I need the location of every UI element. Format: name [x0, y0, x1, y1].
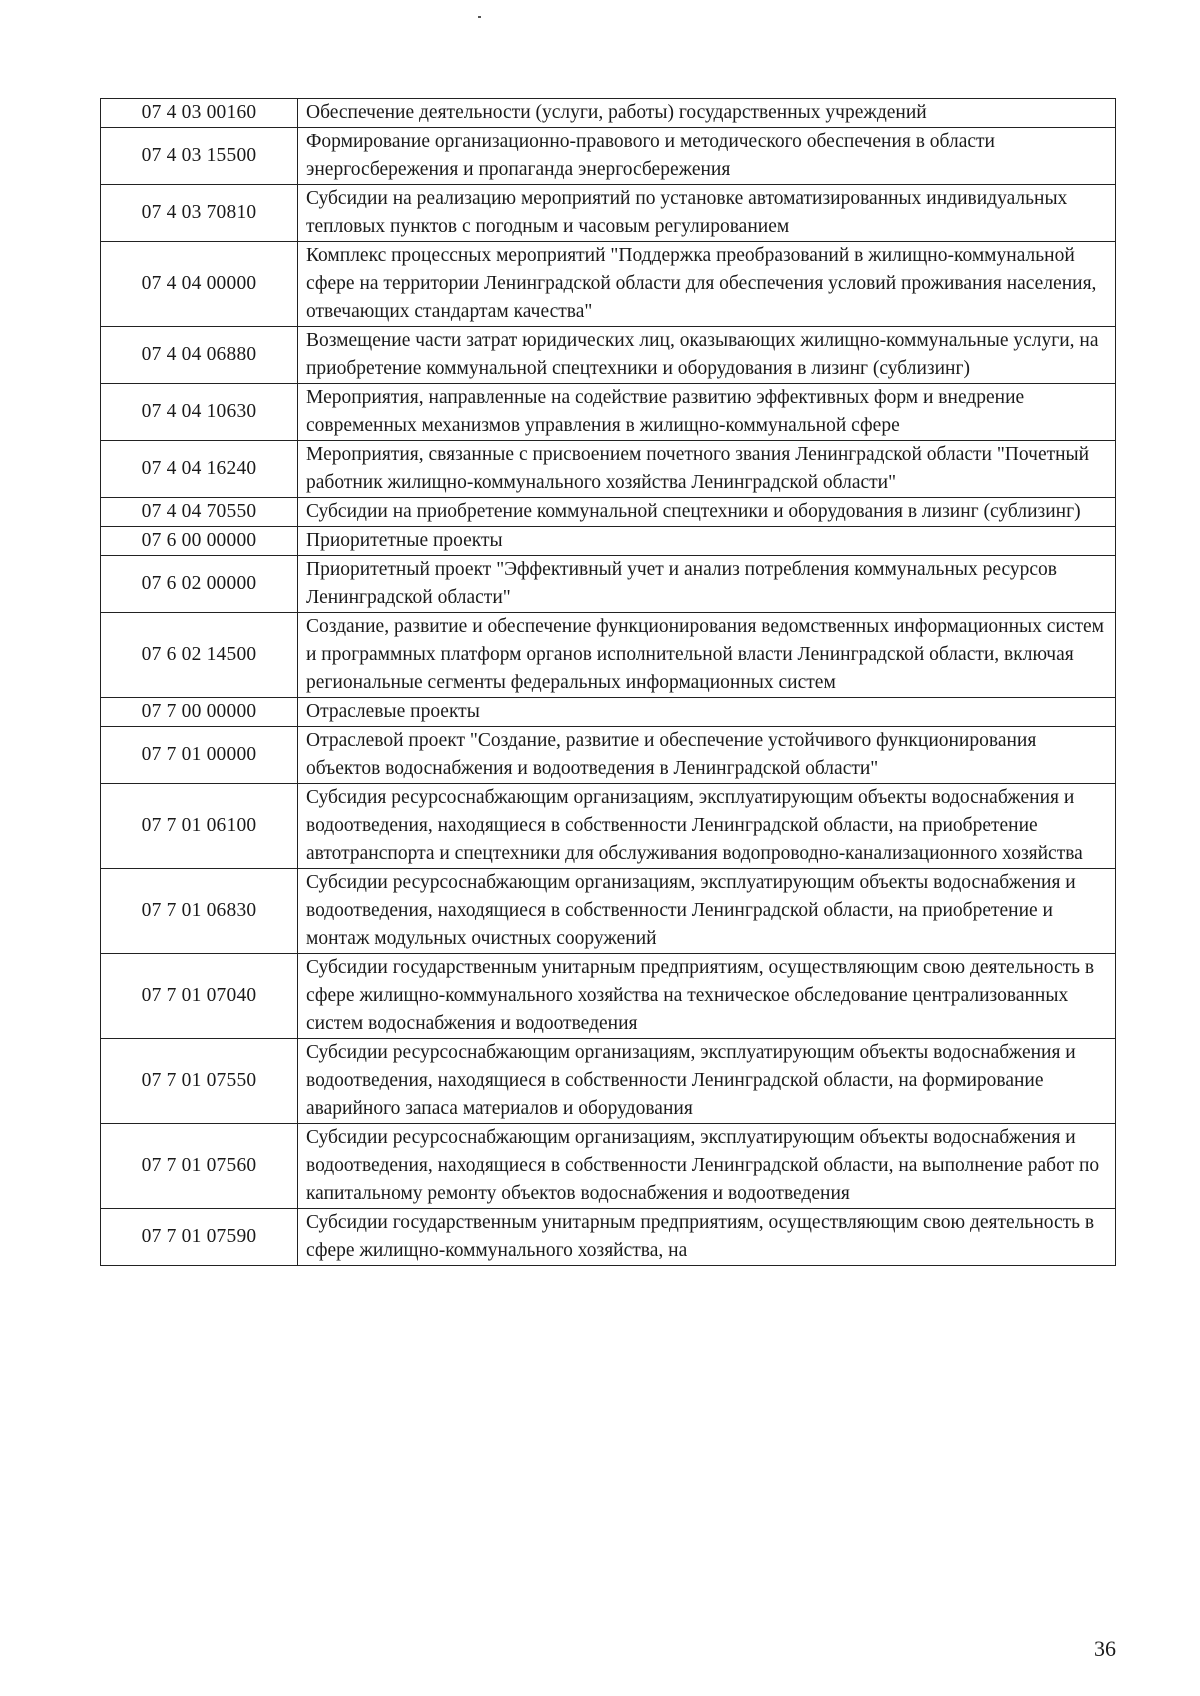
row-code: 07 4 03 00160 — [101, 99, 298, 128]
row-description: Мероприятия, связанные с присвоением почетного звания Ленинградской области "Почетный работник жилищно-коммунального хозяйства Ленинградской области" — [298, 441, 1116, 498]
row-description: Субсидии ресурсоснабжающим организациям, эксплуатирующим объекты водоснабжения и водоотведения, находящиеся в собственности Ленинградской области, на приобретение и монтаж модульных очистных сооружений — [298, 869, 1116, 954]
row-description: Субсидии ресурсоснабжающим организациям, эксплуатирующим объекты водоснабжения и водоотведения, находящиеся в собственности Ленинградской области, на выполнение работ по капитальному ремонту объектов водоснабжения и водоотведения — [298, 1124, 1116, 1209]
budget-code-table-container — [100, 98, 1116, 1266]
budget-code-table — [100, 98, 1116, 1266]
table-row — [101, 954, 1116, 1039]
row-code: 07 7 01 06100 — [101, 784, 298, 869]
table-row — [101, 99, 1116, 128]
row-description: Формирование организационно-правового и методического обеспечения в области энергосбережения и пропаганда энергосбережения — [298, 128, 1116, 185]
table-body — [101, 99, 1116, 1266]
row-description: Субсидии государственным унитарным предприятиям, осуществляющим свою деятельность в сфере жилищно-коммунального хозяйства, на — [298, 1209, 1116, 1266]
row-description: Возмещение части затрат юридических лиц, оказывающих жилищно-коммунальные услуги, на приобретение коммунальной спецтехники и оборудования в лизинг (сублизинг) — [298, 327, 1116, 384]
table-row — [101, 869, 1116, 954]
row-description: Субсидии государственным унитарным предприятиям, осуществляющим свою деятельность в сфере жилищно-коммунального хозяйства на техническое обследование централизованных систем водоснабжения и водоотведения — [298, 954, 1116, 1039]
row-code: 07 4 04 00000 — [101, 242, 298, 327]
table-row — [101, 498, 1116, 527]
row-code: 07 6 02 00000 — [101, 556, 298, 613]
row-description: Субсидии на реализацию мероприятий по установке автоматизированных индивидуальных тепловых пунктов с погодным и часовым регулированием — [298, 185, 1116, 242]
table-row — [101, 527, 1116, 556]
table-row — [101, 242, 1116, 327]
table-row — [101, 1124, 1116, 1209]
row-code: 07 7 01 07550 — [101, 1039, 298, 1124]
table-row — [101, 384, 1116, 441]
row-code: 07 4 04 06880 — [101, 327, 298, 384]
table-row — [101, 556, 1116, 613]
page-number: 36 — [1094, 1636, 1116, 1661]
row-code: 07 7 00 00000 — [101, 698, 298, 727]
row-code: 07 4 03 70810 — [101, 185, 298, 242]
row-description: Приоритетные проекты — [298, 527, 1116, 556]
table-row — [101, 441, 1116, 498]
row-code: 07 7 01 00000 — [101, 727, 298, 784]
row-code: 07 6 00 00000 — [101, 527, 298, 556]
table-row — [101, 1039, 1116, 1124]
row-description: Субсидия ресурсоснабжающим организациям, эксплуатирующим объекты водоснабжения и водоотведения, находящиеся в собственности Ленинградской области, на приобретение автотранспорта и спецтехники для обслуживания водопроводно-канализационного хозяйства — [298, 784, 1116, 869]
table-row — [101, 327, 1116, 384]
row-description: Создание, развитие и обеспечение функционирования ведомственных информационных систем и программных платформ органов исполнительной власти Ленинградской области, включая региональные сегменты федеральных информационных систем — [298, 613, 1116, 698]
row-code: 07 4 04 70550 — [101, 498, 298, 527]
table-row — [101, 698, 1116, 727]
row-code: 07 7 01 07560 — [101, 1124, 298, 1209]
row-code: 07 4 03 15500 — [101, 128, 298, 185]
row-code: 07 7 01 07040 — [101, 954, 298, 1039]
row-code: 07 7 01 06830 — [101, 869, 298, 954]
scan-speck — [478, 16, 481, 18]
row-code: 07 4 04 16240 — [101, 441, 298, 498]
table-row — [101, 128, 1116, 185]
row-description: Субсидии ресурсоснабжающим организациям, эксплуатирующим объекты водоснабжения и водоотведения, находящиеся в собственности Ленинградской области, на формирование аварийного запаса материалов и оборудования — [298, 1039, 1116, 1124]
table-row — [101, 727, 1116, 784]
row-description: Субсидии на приобретение коммунальной спецтехники и оборудования в лизинг (сублизинг) — [298, 498, 1116, 527]
row-description: Комплекс процессных мероприятий "Поддержка преобразований в жилищно-коммунальной сфере на территории Ленинградской области для обеспечения условий проживания населения, отвечающих стандартам качества" — [298, 242, 1116, 327]
table-row — [101, 1209, 1116, 1266]
row-description: Приоритетный проект "Эффективный учет и анализ потребления коммунальных ресурсов Ленинградской области" — [298, 556, 1116, 613]
table-row — [101, 784, 1116, 869]
row-description: Обеспечение деятельности (услуги, работы) государственных учреждений — [298, 99, 1116, 128]
row-description: Мероприятия, направленные на содействие развитию эффективных форм и внедрение современных механизмов управления в жилищно-коммунальной сфере — [298, 384, 1116, 441]
row-description: Отраслевой проект "Создание, развитие и обеспечение устойчивого функционирования объектов водоснабжения и водоотведения в Ленинградской области" — [298, 727, 1116, 784]
table-row — [101, 185, 1116, 242]
row-description: Отраслевые проекты — [298, 698, 1116, 727]
row-code: 07 7 01 07590 — [101, 1209, 298, 1266]
table-row — [101, 613, 1116, 698]
row-code: 07 6 02 14500 — [101, 613, 298, 698]
row-code: 07 4 04 10630 — [101, 384, 298, 441]
